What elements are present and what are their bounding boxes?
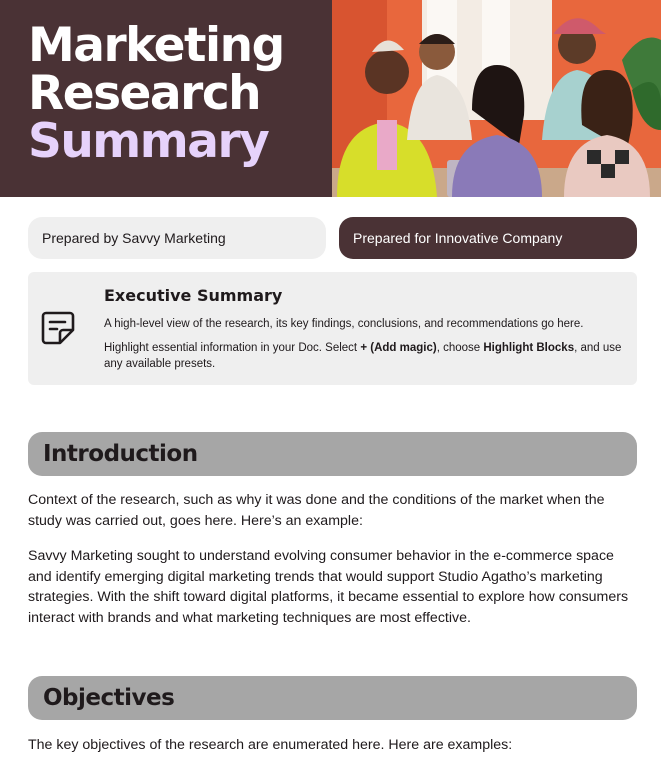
tip-text-a: Highlight essential information in your Doc. Select [104,342,361,354]
introduction-heading: Introduction [28,432,637,476]
executive-summary-text: A high-level view of the research, its key findings, conclusions, and recommendations go here. [104,318,584,330]
tip-add-magic: + (Add magic) [360,342,437,354]
objectives-paragraph-1: The key objectives of the research are enumerated here. Here are examples: [28,737,513,753]
tip-highlight-blocks: Highlight Blocks [483,342,575,354]
prepared-for-pill: Prepared for Innovative Company [339,217,637,259]
executive-summary-block [28,272,637,385]
tip-text-e: , and use any available presets. [104,342,622,370]
executive-summary-title: Executive Summary [104,286,283,305]
executive-summary-tip [104,340,624,372]
sticky-note-icon [40,310,76,346]
introduction-paragraph-1: Context of the research, such as why it was done and the conditions of the market when the study was carried out, goes here. Here’s an example: [28,492,605,529]
team-photo-illustration [332,0,661,197]
hero-title-panel [0,0,332,197]
hero-banner [0,0,661,197]
introduction-paragraph-2: Savvy Marketing sought to understand evolving consumer behavior in the e-commerce space and identify emerging digital marketing trends that would support Studio Agatho’s marketing strategies. With the shift toward digital platforms, it became essential to explore how consumers interact with brands and what marketing techniques are most effective. [28,548,629,626]
title-line-1: Marketing [28,18,284,73]
objectives-heading: Objectives [28,676,637,720]
tip-text-c: , choose [436,342,484,354]
title-line-3: Summary [28,114,269,169]
team-photo [332,0,661,197]
title-line-2: Research [28,66,261,121]
prepared-by-pill: Prepared by Savvy Marketing [28,217,326,259]
page-title [28,18,284,169]
